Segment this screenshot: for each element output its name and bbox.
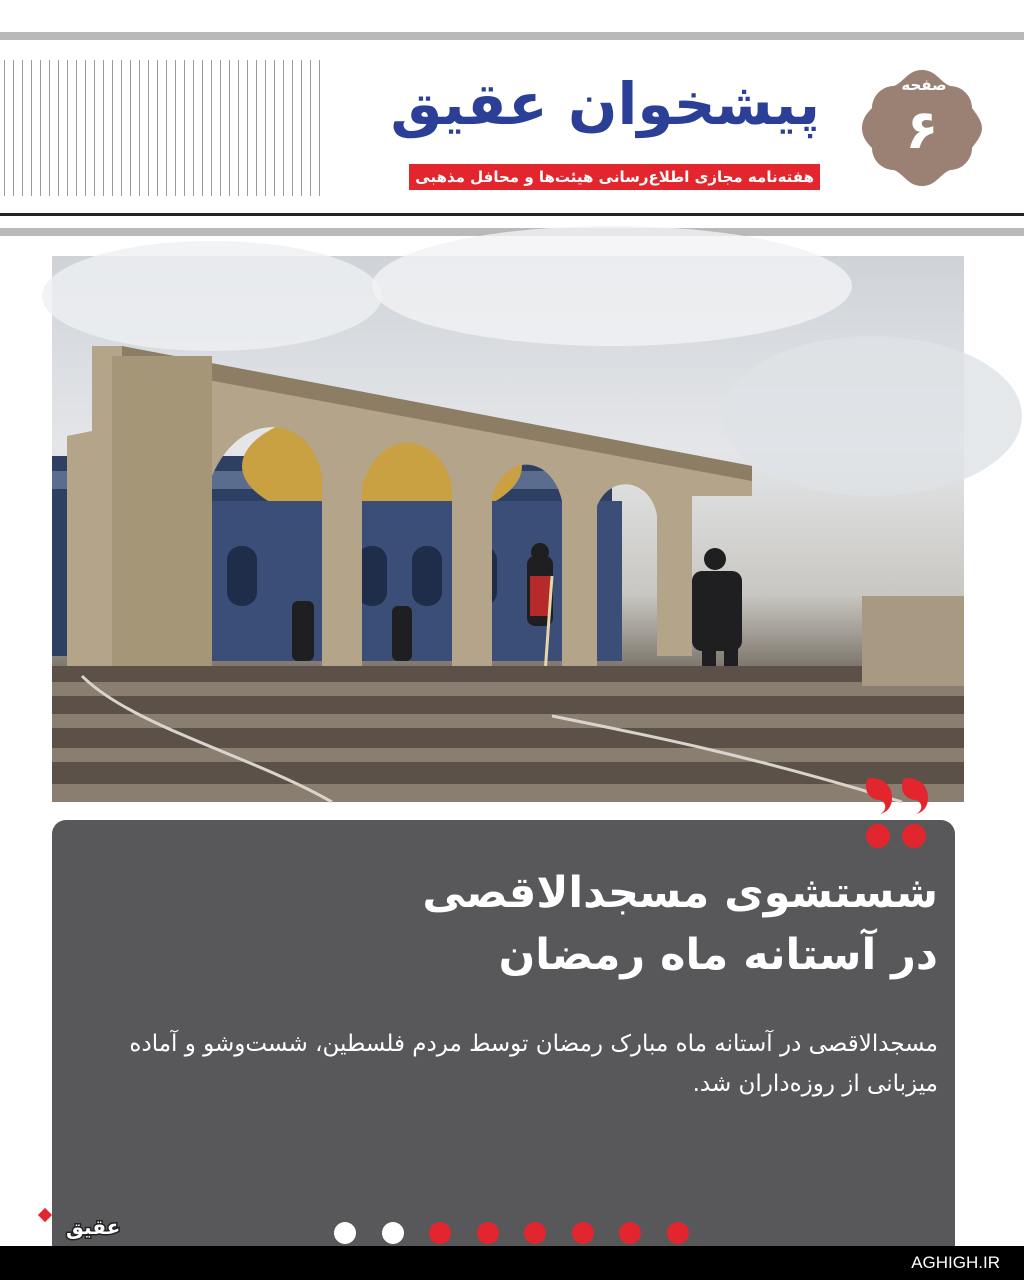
page-label: صفحه	[901, 76, 947, 94]
quote-mark-icon	[862, 774, 938, 850]
headline-line-2: در آستانه ماه رمضان	[498, 930, 938, 980]
brand-logo-title: پیشخوان عقیق	[390, 70, 820, 138]
top-divider	[0, 32, 1024, 40]
carousel-indicator	[334, 1222, 694, 1246]
site-url[interactable]: AGHIGH.IR	[911, 1253, 1000, 1272]
carousel-dot[interactable]	[572, 1222, 594, 1244]
header-thin-divider	[0, 213, 1024, 216]
aghigh-corner-logo	[10, 1206, 121, 1244]
masthead	[340, 60, 820, 200]
carousel-dot[interactable]	[667, 1222, 689, 1244]
carousel-dot[interactable]	[429, 1222, 451, 1244]
carousel-dot[interactable]	[619, 1222, 641, 1244]
mosque-cleaning-illustration	[52, 256, 964, 802]
carousel-dot[interactable]	[334, 1222, 356, 1244]
aghigh-logo-icon	[10, 1206, 121, 1244]
carousel-dot[interactable]	[477, 1222, 499, 1244]
page-number-badge	[858, 64, 986, 192]
carousel-dot[interactable]	[524, 1222, 546, 1244]
decorative-stripes	[4, 60, 328, 196]
news-photo	[52, 256, 964, 802]
corner-logo-text: عقیق	[66, 1215, 121, 1239]
brand-tagline: هفته‌نامه مجازی اطلاع‌رسانی هیئت‌ها و محافل مذهبی	[409, 164, 820, 190]
footer-bar	[0, 1246, 1024, 1280]
carousel-dot[interactable]	[382, 1222, 404, 1244]
page-number: ۶	[905, 98, 939, 161]
article-body: مسجدالاقصی در آستانه ماه مبارک رمضان توسط مردم فلسطین، شست‌وشو و آماده میزبانی از روزه‌داران شد.	[129, 1031, 938, 1097]
headline-line-1: شستشوی مسجدالاقصی	[422, 868, 938, 918]
article-headline	[158, 862, 938, 986]
